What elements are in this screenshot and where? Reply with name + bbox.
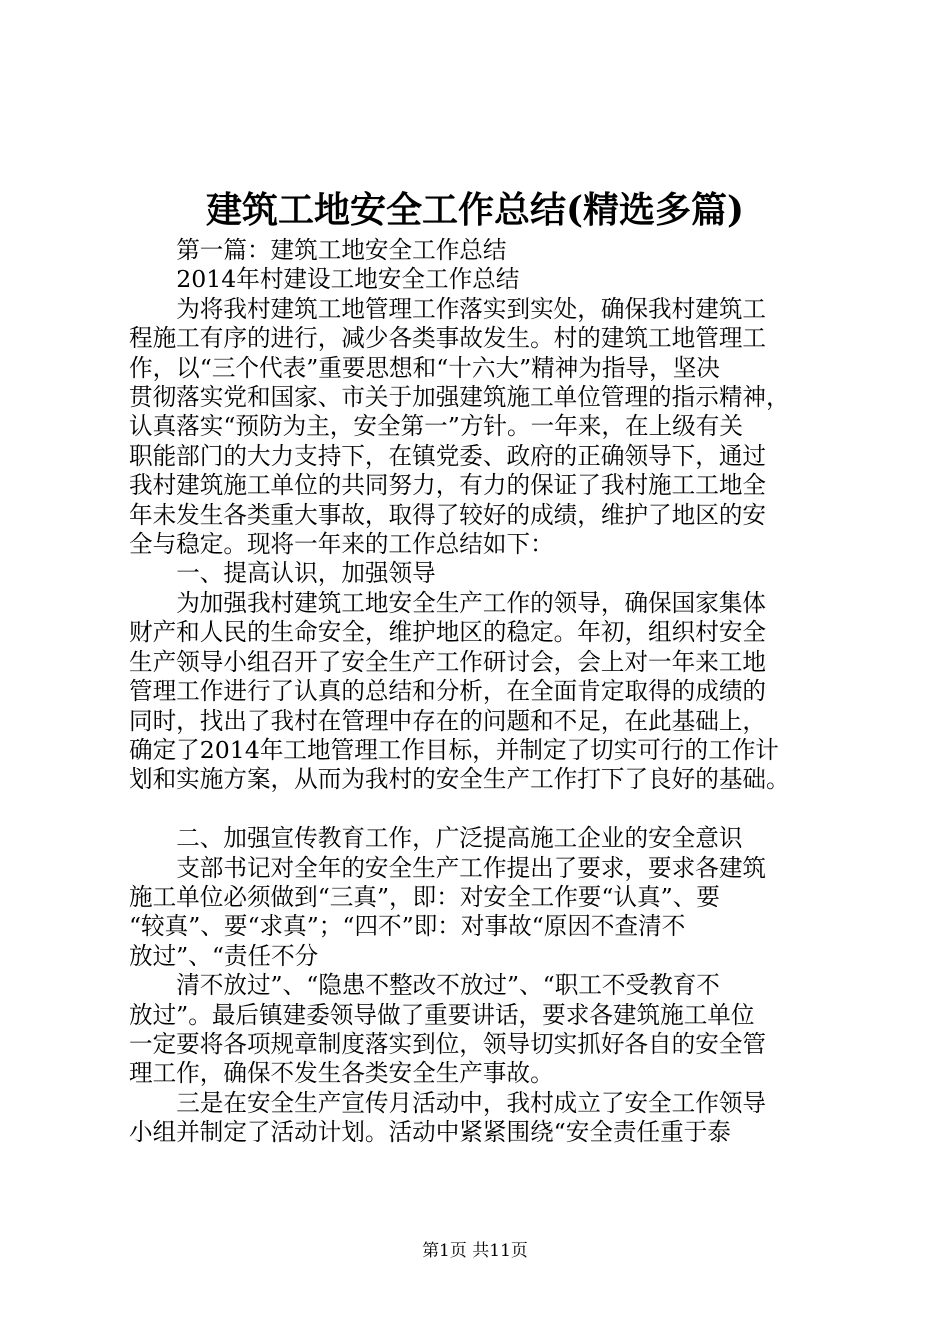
- document-body: [129, 236, 829, 1148]
- body-line: “较真”、要“求真”；“四不”即：对事故“原因不查清不: [129, 912, 686, 941]
- body-line: 放过”。最后镇建委领导做了重要讲话，要求各建筑施工单位: [129, 1000, 755, 1029]
- section-heading: 一、提高认识，加强领导: [176, 559, 436, 588]
- body-line: 年未发生各类重大事故，取得了较好的成绩，维护了地区的安: [129, 500, 767, 529]
- body-line: 为加强我村建筑工地安全生产工作的领导，确保国家集体: [176, 588, 767, 617]
- document-title: 建筑工地安全工作总结(精选多篇): [205, 189, 745, 231]
- body-line: 清不放过”、“隐患不整改不放过”、“职工不受教育不: [176, 971, 720, 1000]
- body-line: 全与稳定。现将一年来的工作总结如下：: [129, 530, 554, 559]
- body-line: 程施工有序的进行，减少各类事故发生。村的建筑工地管理工: [129, 324, 767, 353]
- section-heading: 第一篇：建筑工地安全工作总结: [176, 236, 507, 264]
- body-line: 为将我村建筑工地管理工作落实到实处，确保我村建筑工: [176, 294, 767, 323]
- blank-line: [129, 795, 829, 824]
- body-line: 支部书记对全年的安全生产工作提出了要求，要求各建筑: [176, 853, 767, 882]
- body-line: 确定了2014年工地管理工作目标，并制定了切实可行的工作计: [129, 735, 779, 764]
- body-line: 划和实施方案，从而为我村的安全生产工作打下了良好的基础。: [129, 765, 790, 794]
- body-line: 作，以“三个代表”重要思想和“十六大”精神为指导，坚决: [129, 353, 720, 382]
- section-heading: 二、加强宣传教育工作，广泛提高施工企业的安全意识: [176, 824, 743, 853]
- body-line: 生产领导小组召开了安全生产工作研讨会，会上对一年来工地: [129, 647, 767, 676]
- body-line: 同时，找出了我村在管理中存在的问题和不足，在此基础上，: [129, 706, 767, 735]
- body-line: 我村建筑施工单位的共同努力，有力的保证了我村施工工地全: [129, 471, 767, 500]
- body-line: 管理工作进行了认真的总结和分析，在全面肯定取得的成绩的: [129, 677, 767, 706]
- body-line: 财产和人民的生命安全，维护地区的稳定。年初，组织村安全: [129, 618, 767, 647]
- body-line: 职能部门的大力支持下，在镇党委、政府的正确领导下，通过: [129, 441, 767, 470]
- body-line: 认真落实“预防为主，安全第一”方针。一年来，在上级有关: [129, 412, 743, 441]
- body-line: 贯彻落实党和国家、市关于加强建筑施工单位管理的指示精神，: [129, 383, 790, 412]
- body-line: 施工单位必须做到“三真”，即：对安全工作要“认真”、要: [129, 882, 720, 911]
- body-line: 一定要将各项规章制度落实到位，领导切实抓好各自的安全管: [129, 1029, 767, 1058]
- sub-heading: 2014年村建设工地安全工作总结: [176, 265, 520, 294]
- page-footer: 第1页 共11页: [422, 1241, 528, 1261]
- body-line: 理工作，确保不发生各类安全生产事故。: [129, 1059, 554, 1088]
- body-line: 三是在安全生产宣传月活动中，我村成立了安全工作领导: [176, 1088, 767, 1117]
- body-line: 小组并制定了活动计划。活动中紧紧围绕“安全责任重于泰: [129, 1118, 731, 1147]
- body-line: 放过”、“责任不分: [129, 941, 319, 970]
